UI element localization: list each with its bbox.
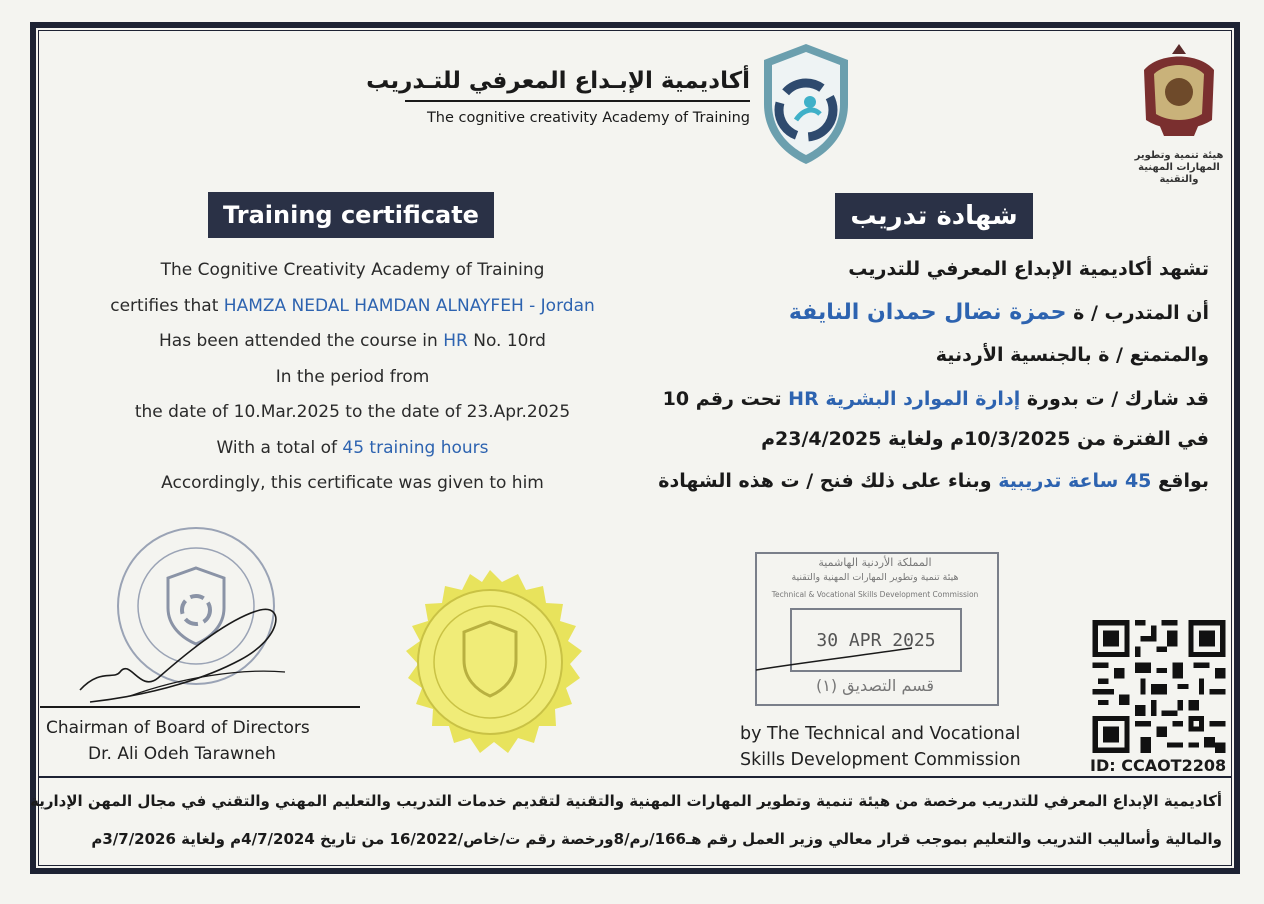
stamp-kingdom: المملكة الأردنية الهاشمية — [818, 556, 932, 569]
ar-course-number: تحت رقم 10 — [662, 388, 789, 410]
ar-line-4 — [609, 388, 1209, 410]
course-name-ar: إدارة الموارد البشرية HR — [788, 388, 1021, 410]
en-date-prefix: the date of — [134, 402, 234, 422]
chairman-title: Chairman of Board of Directors — [46, 718, 310, 738]
commission-line-1: by The Technical and Vocational — [740, 724, 1021, 744]
training-hours-ar: 45 ساعة تدريبية — [998, 470, 1152, 492]
certificate-id: ID: CCAOT2208 — [1090, 756, 1227, 775]
training-hours-en: 45 training hours — [342, 438, 489, 458]
chairman-signature-icon — [70, 598, 300, 708]
trainee-name-ar: حمزة نضال حمدان النايفة — [788, 300, 1067, 325]
en-line-7: Accordingly, this certificate was given to him — [161, 473, 544, 493]
en-course-prefix: Has been attended the course in — [159, 331, 444, 351]
chairman-name: Dr. Ali Odeh Tarawneh — [88, 744, 276, 764]
en-date-mid: to the date of — [339, 402, 467, 422]
stamp-commission-en: Technical & Vocational Skills Development Commission — [771, 590, 979, 599]
en-line-1: The Cognitive Creativity Academy of Training — [160, 260, 545, 280]
ar-trainee-prefix: أن المتدرب / ة — [1066, 302, 1209, 324]
academy-name-ar: أكاديمية الإبـداع المعرفي للتـدريب — [366, 68, 750, 94]
trainee-name-en: HAMZA NEDAL HAMDAN ALNAYFEH - Jordan — [223, 296, 595, 316]
gold-seal-icon — [384, 556, 596, 768]
academy-name-underline — [405, 100, 750, 102]
commission-signature-icon — [752, 640, 922, 676]
en-line-3 — [60, 331, 645, 351]
ar-date-mid: ولغاية — [881, 428, 951, 450]
certificate-title-en: Training certificate — [208, 192, 494, 238]
stamp-date: 30 APR 2025 — [790, 608, 962, 672]
ar-line-3: والمتمتع / ة بالجنسية الأردنية — [935, 344, 1209, 366]
certificate-title-ar: شهادة تدريب — [835, 193, 1033, 239]
start-date-en: 10.Mar.2025 — [233, 402, 340, 422]
en-hours-prefix: With a total of — [216, 438, 343, 458]
ar-line-6 — [609, 470, 1209, 492]
ar-hours-prefix: بواقع — [1151, 470, 1209, 492]
emblem-org-name: هيئة تنمية وتطوير المهارات المهنية والتقنية — [1134, 150, 1224, 185]
en-line-4: In the period from — [275, 367, 430, 387]
start-date-ar: 10/3/2025م — [950, 428, 1071, 450]
en-line-5 — [60, 402, 645, 422]
en-line-2 — [60, 296, 645, 316]
footer-divider — [38, 776, 1232, 778]
en-line-6 — [60, 438, 645, 458]
end-date-ar: 23/4/2025م — [761, 428, 882, 450]
en-certifies-text: certifies that — [110, 296, 224, 316]
ar-line-2 — [609, 300, 1209, 325]
footer-license-line-2: والمالية وأساليب التدريب والتعليم بموجب قرار معالي وزير العمل رقم هـ166/رم/8ورخصة رقم ت/خاص/16/2022 من تاريخ 4/7/2024م ولغاية 3/7/2026م — [91, 830, 1222, 848]
ar-date-prefix: في الفترة من — [1070, 428, 1209, 450]
jordan-coat-of-arms-icon — [1134, 40, 1224, 140]
qr-code-icon[interactable] — [1090, 620, 1228, 753]
ar-line-5 — [609, 428, 1209, 450]
ar-course-prefix: قد شارك / ت بدورة — [1020, 388, 1209, 410]
signature-line — [40, 706, 360, 708]
commission-line-2: Skills Development Commission — [740, 750, 1021, 770]
ar-closing-text: وبناء على ذلك فنح / ت هذه الشهادة — [658, 470, 999, 492]
ar-line-1: تشهد أكاديمية الإبداع المعرفي للتدريب — [848, 258, 1209, 280]
end-date-en: 23.Apr.2025 — [466, 402, 571, 422]
en-course-number: No. 10rd — [467, 331, 546, 351]
footer-license-line-1: أكاديمية الإبداع المعرفي للتدريب مرخصة من هيئة تنمية وتطوير المهارات المهنية والتقنية لتقديم خدمات التدريب والتعليم المهني والتقني في مجال المهن الإدارية — [30, 792, 1222, 810]
academy-shield-logo — [760, 42, 852, 166]
stamp-department: قسم التصديق (١) — [815, 676, 935, 695]
course-name-en: HR — [443, 331, 468, 351]
stamp-commission-ar: هيئة تنمية وتطوير المهارات المهنية والتقنية — [791, 572, 959, 583]
academy-name-en: The cognitive creativity Academy of Training — [426, 110, 750, 126]
